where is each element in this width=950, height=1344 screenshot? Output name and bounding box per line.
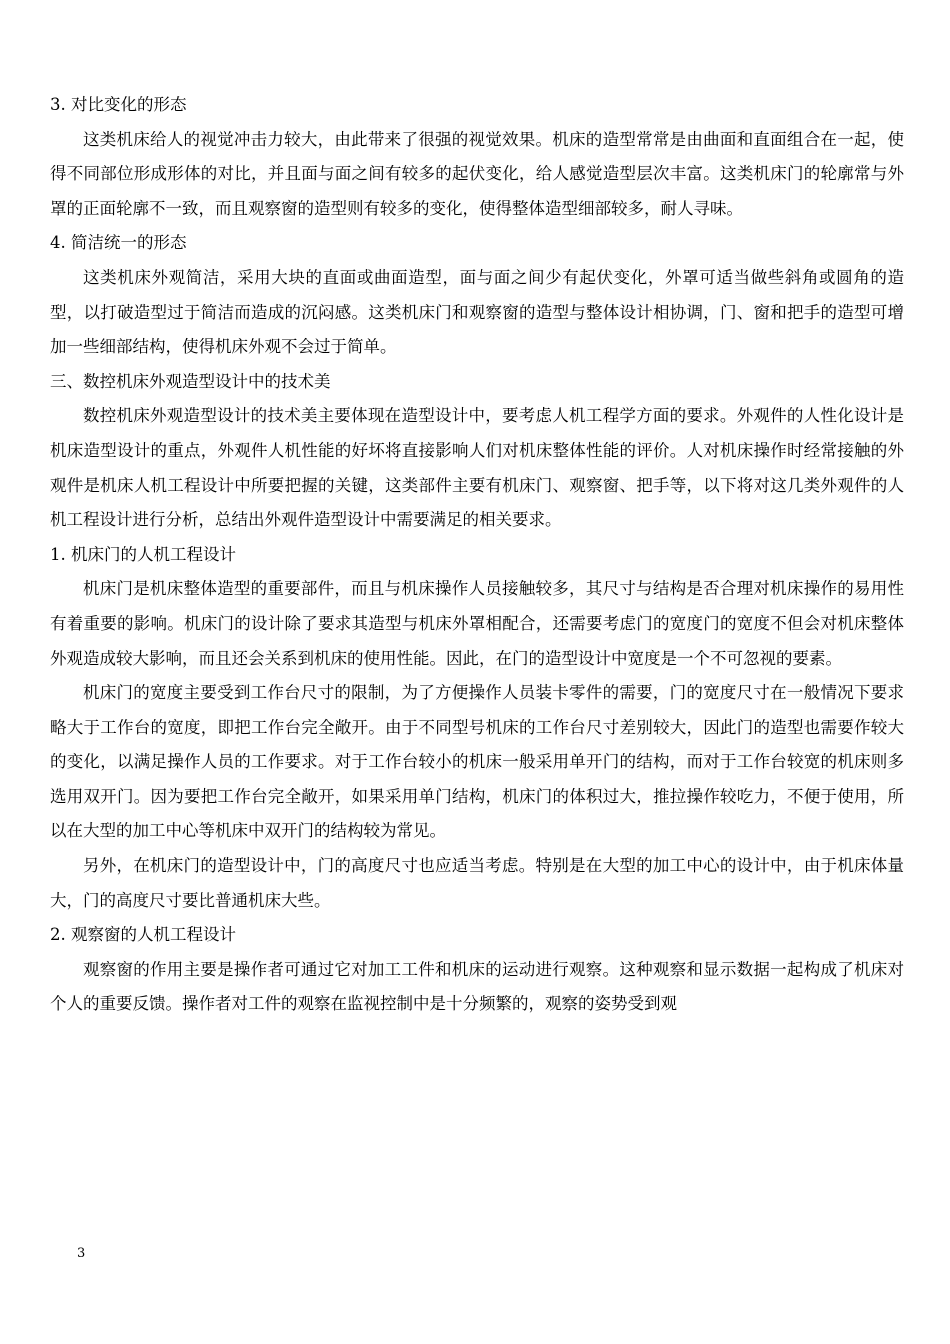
heading-section-2-window: 2. 观察窗的人机工程设计	[50, 925, 236, 945]
paragraph-window-intro: 观察窗的作用主要是操作者可通过它对加工工件和机床的运动进行观察。这种观察和显示数据一起构成了机床对个人的重要反馈。操作者对工件的观察在监视控制中是十分频繁的，观察的姿势受到观	[50, 959, 904, 1014]
document-body	[50, 88, 904, 1022]
paragraph-contrast-form: 这类机床给人的视觉冲击力较大，由此带来了很强的视觉效果。机床的造型常常是由曲面和直面组合在一起，使得不同部位形成形体的对比，并且面与面之间有较多的起伏变化，给人感觉造型层次丰富。这类机床门的轮廓常与外罩的正面轮廓不一致，而且观察窗的造型则有较多的变化，使得整体造型细部较多，耐人寻味。	[50, 129, 904, 218]
heading-section-3-contrast: 3. 对比变化的形态	[50, 95, 187, 114]
paragraph-door-height: 另外，在机床门的造型设计中，门的高度尺寸也应适当考虑。特别是在大型的加工中心的设计中，由于机床体量大，门的高度尺寸要比普通机床大些。	[50, 856, 904, 910]
heading-section-1-door: 1. 机床门的人机工程设计	[50, 544, 236, 564]
paragraph-door-intro: 机床门是机床整体造型的重要部件，而且与机床操作人员接触较多，其尺寸与结构是否合理对机床操作的易用性有着重要的影响。机床门的设计除了要求其造型与机床外罩相配合，还需要考虑门的宽度门的宽度不但会对机床整体外观造成较大影响，而且还会关系到机床的使用性能。因此，在门的造型设计中宽度是一个不可忽视的要素。	[50, 579, 904, 668]
paragraph-simple-form: 这类机床外观简洁，采用大块的直面或曲面造型，面与面之间少有起伏变化，外罩可适当做些斜角或圆角的造型，以打破造型过于简洁而造成的沉闷感。这类机床门和观察窗的造型与整体设计相协调，门、窗和把手的造型可增加一些细部结构，使得机床外观不会过于简单。	[50, 267, 904, 357]
page-number: 3	[77, 1246, 86, 1261]
paragraph-door-width: 机床门的宽度主要受到工作台尺寸的限制，为了方便操作人员装卡零件的需要，门的宽度尺寸在一般情况下要求略大于工作台的宽度，即把工作台完全敞开。由于不同型号机床的工作台尺寸差别较大，因此门的造型也需要作较大的变化，以满足操作人员的工作要求。对于工作台较小的机床一般采用单开门的结构，而对于工作台较宽的机床则多选用双开门。因为要把工作台完全敞开，如果采用单门结构，机床门的体积过大，推拉操作较吃力，不便于使用，所以在大型的加工中心等机床中双开门的结构较为常见。	[50, 683, 904, 841]
heading-section-4-simple: 4. 简洁统一的形态	[50, 233, 187, 253]
paragraph-technical-beauty: 数控机床外观造型设计的技术美主要体现在造型设计中，要考虑人机工程学方面的要求。外观件的人性化设计是机床造型设计的重点，外观件人机性能的好坏将直接影响人们对机床整体性能的评价。人对机床操作时经常接触的外观件是机床人机工程设计中所要把握的关键，这类部件主要有机床门、观察窗、把手等，以下将对这几类外观件的人机工程设计进行分析，总结出外观件造型设计中需要满足的相关要求。	[50, 406, 904, 530]
heading-part-3-technical-beauty: 三、数控机床外观造型设计中的技术美	[50, 371, 331, 391]
